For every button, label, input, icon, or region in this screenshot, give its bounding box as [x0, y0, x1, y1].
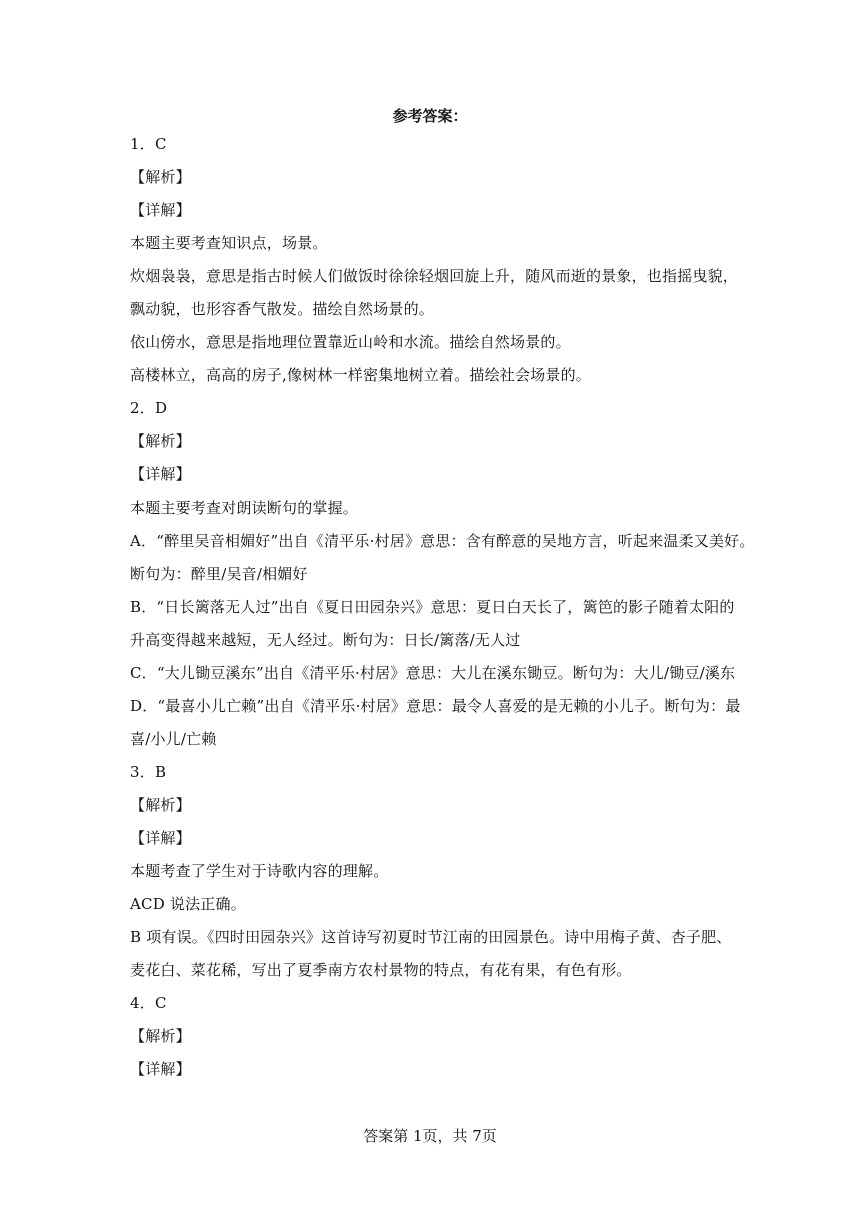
text-line: 本题主要考查对朗读断句的掌握。: [130, 498, 359, 517]
text-line: 【详解】: [130, 201, 191, 220]
text-line: C．“大儿锄豆溪东”出自《清平乐·村居》意思：大儿在溪东锄豆。断句为：大儿/锄豆/溪东: [130, 663, 736, 682]
page-title: 参考答案：: [392, 107, 468, 125]
text-line: 【详解】: [130, 1060, 191, 1079]
text-line: 【解析】: [130, 795, 191, 814]
text-line: 依山傍水，意思是指地理位置靠近山岭和水流。描绘自然场景的。: [130, 333, 571, 352]
text-line: 2．D: [130, 399, 168, 418]
text-line: 【解析】: [130, 432, 191, 451]
text-line: 【详解】: [130, 465, 191, 484]
text-line: 喜/小儿/亡赖: [130, 729, 217, 748]
text-line: 本题主要考查知识点，场景。: [130, 234, 328, 253]
text-line: 1．C: [130, 135, 167, 153]
text-line: 飘动貌，也形容香气散发。描绘自然场景的。: [130, 300, 435, 319]
text-line: 4．C: [130, 994, 167, 1013]
text-line: 升高变得越来越短，无人经过。断句为：日长/篱落/无人过: [130, 630, 521, 649]
text-line: 3．B: [130, 762, 167, 781]
text-line: 本题考查了学生对于诗歌内容的理解。: [130, 862, 389, 881]
text-line: 麦花白、菜花稀，写出了夏季南方农村景物的特点，有花有果，有色有形。: [130, 961, 632, 980]
text-line: B．“日长篱落无人过”出自《夏日田园杂兴》意思：夏日白天长了，篱笆的影子随着太阳的: [130, 597, 735, 616]
text-line: D．“最喜小儿亡赖”出自《清平乐·村居》意思：最令人喜爱的是无赖的小儿子。断句为：最: [130, 696, 741, 715]
text-line: ACD 说法正确。: [130, 895, 246, 914]
text-line: 【详解】: [130, 828, 191, 847]
text-line: 炊烟袅袅，意思是指古时候人们做饭时徐徐轻烟回旋上升，随风而逝的景象，也指摇曳貌，: [130, 267, 739, 286]
text-line: 【解析】: [130, 1027, 191, 1046]
text-line: B 项有误。《四时田园杂兴》这首诗写初夏时节江南的田园景色。诗中用梅子黄、杏子肥、: [130, 928, 732, 947]
text-line: 断句为：醉里/吴音/相媚好: [130, 564, 308, 583]
text-line: 高楼林立，高高的房子,像树林一样密集地树立着。描绘社会场景的。: [130, 366, 591, 385]
text-line: 【解析】: [130, 168, 191, 187]
text-line: A．“醉里吴音相媚好”出自《清平乐·村居》意思：含有醉意的吴地方言，听起来温柔又美好。: [130, 531, 755, 550]
page-footer: 答案第 1页，共 7页: [363, 1127, 497, 1145]
document-body: [130, 132, 755, 1090]
